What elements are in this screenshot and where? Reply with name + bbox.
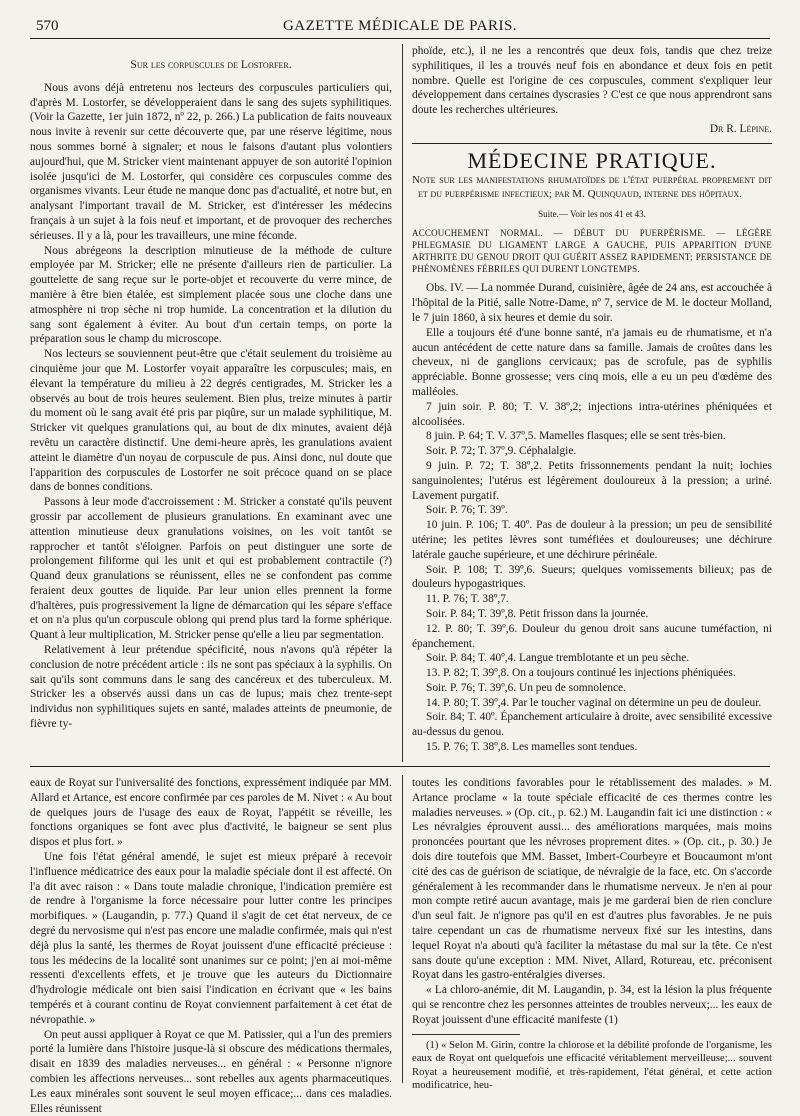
bottom-left-column — [30, 776, 392, 1115]
page-header — [30, 16, 770, 39]
feuilleton-paragraph: Une fois l'état général amendé, le sujet est mieux préparé à recevoir l'influence médicatrice des eaux pour la maladie spéciale dont il est affecté. On l'a dit avec raison : « Dans toute maladie chronique, l'indication première est de rendre à l'organisme la force nécessaire pour lutter contre les principes morbifiques. » (Laugandin, p. 77.) Quand il s'agit de cet état nerveux, de ce degré du nervosisme qui n'est pas encore une maladie confirmée, mais qui n'est déjà plus la santé, les thermes de Royat jouissent d'une efficacité précieuse : tous les médecins de la localité sont unanimes sur ce point; j'en ai moi-même ressenti d'excellents effets, et je trouve que les auteurs du Dictionnaire d'hydrologie médicale ont bien saisi l'indication en écrivant que « les bains tempérés et à courant continu de Royat conviennent parfaitement à cet état de névropathie. » — [30, 850, 392, 1026]
note-title: Note sur les manifestations rhumatoïdes de l'état puerpéral proprement dit et du puerpérisme infectieux; par M. Quinquaud, interne des hôpitaux. — [412, 173, 772, 200]
article-paragraph: Nous abrégeons la description minutieuse de la méthode de culture employée par M. Stricker; elle ne présente d'ailleurs rien de particulier. La gouttelette de sang reçue sur le porte-objet et recouverte du verre mince, de manière à être bien étalée, est simplement placée sous une cloche dans une atmosphère ni trop sèche ni trop humide. La concentration et la dilution du sang sont également à éviter. Au bout d'un certain temps, on porte la préparation sous le champ du microscope. — [30, 244, 392, 346]
case-entry: Soir. 84; T. 40º. Épanchement articulaire à droite, avec sensibilité excessive au-dessus du genou. — [412, 711, 772, 739]
left-column — [30, 58, 392, 760]
case-entry: 7 juin soir. P. 80; T. V. 38º,2; injections intra-utérines phéniquées et alcoolisées. — [412, 400, 772, 428]
case-paragraph: Obs. IV. — La nommée Durand, cuisinière, âgée de 24 ans, est accouchée à l'hôpital de la Pitié, salle Notre-Dame, nº 7, service de M. le docteur Molland, le 7 juin 1860, à six heures et demie du soir. — [412, 282, 772, 324]
column-divider — [402, 44, 403, 762]
case-entry: 15. P. 76; T. 38º,8. Les mamelles sont tendues. — [426, 741, 638, 754]
article-paragraph: Nous avons déjà entretenu nos lecteurs des corpuscules particuliers qui, d'après M. Lostorfer, se développeraient dans le sang des sujets syphilitiques. (Voir la Gazette, 1er juin 1872, nº 22, p. 266.) La publication de faits nouveaux nous invite à revenir sur cette découverte que, par une réserve légitime, nous nous sommes borné à signaler; et nous le faisons d'autant plus volontiers aujourd'hui, que M. Stricker vient maintenant appuyer de son autorité l'opinion isolée jusqu'ici de M. Lostorfer, qui considère ces corpuscules comme des organismes vivants. Leur étude ne manque donc pas d'actualité, et notre but, en analysant l'important travail de M. Stricker, est d'intéresser les médecins français à un sujet à la fois neuf et important, et de provoquer des recherches sérieuses. Il y a là, pour les travailleurs, une mine féconde. — [30, 81, 392, 242]
article-signature: Dr R. Lépine. — [709, 122, 772, 135]
article-continuation: phoïde, etc.), il ne les a rencontrés que deux fois, tandis que chez treize syphilitiques, il les a trouvés neuf fois en abondance et deux fois en petit nombre. Quelle est l'origine de ces corpuscules, comment s'expliquer leur développement dans certaines dyscrasies ? C'est ce que nous apprendront sans doute les recherches ultérieures. — [412, 45, 772, 117]
case-paragraph: Elle a toujours été d'une bonne santé, n'a jamais eu de rhumatisme, et n'a aucun antécédent de cette nature dans sa famille. Jamais de croûtes dans les cheveux, ni de ganglions cervicaux; pas de scrofule, pas de syphilis appréciable. Bonne grossesse; vers cinq mois, elle a eu un peu d'œdème des malléoles. — [412, 326, 772, 398]
right-column — [412, 44, 772, 760]
column-divider — [402, 775, 403, 1083]
case-entry: Soir. P. 108; T. 39º,6. Sueurs; quelques vomissements bilieux; pas de douleurs hypogastriques. — [412, 563, 772, 591]
case-entry: 10 juin. P. 106; T. 40º. Pas de douleur à la pression; un peu de sensibilité utérine; les petites lèvres sont tuméfiées et douloureuses; une déchirure latérale gauche supérieure, et une déchirure périnéale. — [412, 519, 772, 561]
case-entry: 14. P. 80; T. 39º,4. Par le toucher vaginal on détermine un peu de douleur. — [426, 696, 762, 709]
bottom-right-column — [412, 776, 772, 1092]
case-entry: 9 juin. P. 72; T. 38º,2. Petits frissonnements pendant la nuit; lochies sanguinolentes; l'utérus est légèrement douloureux à la pression; a uriné. Lavement purgatif. — [412, 459, 772, 502]
article-paragraph: Nos lecteurs se souviennent peut-être que c'était seulement du troisième au cinquième jour que M. Lostorfer voyait apparaître les corpuscules; mais, en élevant la température du milieu à 22 degrés centigrades, M. Stricker les a observés au bout de trois heures seulement. Bien plus, treize minutes à partir du moment où le sang avait été pris par piqûre, sur un malade syphilitique, M. Stricker vit quelques granulations qui, au bout de dix minutes, avaient déjà revêtu un caractère distinctif. Une demi-heure après, les granulations avaient atteint le diamètre d'un noyau de corpuscule de pus. Ainsi donc, nul doute que l'apparition des corpuscules de Lostorfer ne soit précoce quand on se place dans de bonnes conditions. — [30, 348, 392, 494]
article-paragraph: Passons à leur mode d'accroissement : M. Stricker a constaté qu'ils peuvent grossir par accollement de plusieurs granulations. En examinant avec une attention minutieuse deux granulations voisines, on les voit tantôt se rapprocher et tantôt s'éloigner. Parfois on peut distinguer une sorte de prolongement filiforme qui les unit et qui est probablement contractile (?) Quand deux granulations se réunissent, elles ne se confondent pas comme feraient deux gouttes de liquide. Par leur union elles prennent la forme d'haltères, puis progressivement la ligne de démarcation qui les sépare s'efface et on n'a plus qu'un corpuscule oblong qui prend plus tard la forme sphérique. Quant à leur multiplication, M. Stricker pense qu'elle a lieu par segmentation. — [30, 496, 392, 642]
footnote-rule — [412, 1034, 520, 1035]
case-entry: Soir. P. 76; T. 39º. — [426, 504, 508, 517]
case-entry: 11. P. 76; T. 38º,7. — [426, 593, 509, 606]
article-paragraph: Relativement à leur prétendue spécificité, nous n'avons qu'à répéter la conclusion de notre précédent article : ils ne sont pas spéciaux à la syphilis. On sait qu'ils sont communs dans le sang des cancéreux et des tuberculeux. M. Stricker les a observés aussi dans un cas de lupus; mais chez trente-sept individus non syphilitiques sujets en santé, malades atteints de pneumonie, de fièvre ty- — [30, 644, 392, 731]
section-title: MÉDECINE PRATIQUE. — [467, 147, 717, 173]
suite-note: Suite.— Voir les nos 41 et 43. — [538, 208, 646, 219]
section-rule — [412, 143, 772, 144]
feuilleton-paragraph: eaux de Royat sur l'universalité des fonctions, expressément indiquée par MM. Allard et Artance, est encore confirmée par ces paroles de M. Nivet : « Au bout de quelques jours de l'usage des eaux de Royat, l'appétit se réveille, les fonctions organiques se font avec plus d'activité, le baigneur se sent plus dispos et plus fort. » — [30, 777, 392, 849]
case-entry: 12. P. 80; T. 39º,6. Douleur du genou droit sans aucune tuméfaction, ni épanchement. — [412, 622, 772, 650]
article-title: Sur les corpuscules de Lostorfer. — [130, 58, 292, 71]
feuilleton-paragraph: « La chloro-anémie, dit M. Laugandin, p. 34, est la lésion la plus fréquente qui se rencontre chez les personnes atteintes de troubles nerveux;... les eaux de Royat jouissent d'une efficacité manifeste (1) — [412, 984, 772, 1026]
case-entry: Soir. P. 84; T. 40º,4. Langue tremblotante et un peu sèche. — [426, 652, 690, 665]
footnote: (1) « Selon M. Girin, contre la chlorose et la débilité profonde de l'organisme, les eaux de Royat ont quelquefois une efficacité véritablement merveilleuse;... souvent Royat a heureusement modifié, et très-rapidement, l'état général, et cette action modificatrice, heu- — [412, 1039, 772, 1092]
case-heading: ACCOUCHEMENT NORMAL. — DÉBUT DU PUERPÉRISME. — LÉGÈRE PHLEGMASIE DU LIGAMENT LARGE A GAUCHE, PUIS APPARITION D'UNE ARTHRITE DU GENOU DROIT QUI GUÉRIT ASSEZ RAPIDEMENT; PERSISTANCE DE PHÉNOMÈNES FÉBRILES QUI DURENT LONGTEMPS. — [412, 228, 772, 275]
case-entry: Soir. P. 76; T. 39º,6. Un peu de somnolence. — [426, 681, 626, 694]
case-entry: 8 juin. P. 64; T. V. 37º,5. Mamelles flasques; elle se sent très-bien. — [426, 430, 726, 443]
case-entry: Soir. P. 72; T. 37º,9. Céphalalgie. — [426, 445, 577, 458]
page-number: 570 — [36, 18, 59, 34]
feuilleton-paragraph: On peut aussi appliquer à Royat ce que M. Patissier, qui a l'un des premiers porté la lumière dans l'histoire jusque-là si obscure des médications thermales, disait en 1839 des maladies nerveuses... en général : « Personne n'ignore combien les affections nerveuses... sont rebelles aux agents pharmaceutiques. Les eaux minérales sont souvent le seul moyen efficace;... dans ces maladies. Elles réunissent — [30, 1028, 392, 1115]
case-entry: 13. P. 82; T. 39º,8. On a toujours continué les injections phéniquées. — [426, 667, 736, 680]
horizontal-rule — [30, 766, 770, 767]
feuilleton-paragraph: toutes les conditions favorables pour le rétablissement des malades. » M. Artance proclame « la toute spéciale efficacité de ces thermes contre les maladies nerveuses. » (Op. cit., p. 62.) M. Laugandin fait ici une distinction : « Les névralgies éprouvent aussi... des améliorations marquées, mais moins prononcées pourtant que les névroses proprement dites. » (Op. cit., p. 30.) Je dois dire toutefois que MM. Basset, Imbert-Courbeyre et Boucaumont m'ont cité des cas de guérison de sciatique, de névralgie de la face, etc. On s'accorde généralement à les recommander dans le rhumatisme nerveux. Je n'en ai pour mon compte retiré aucun avantage, mais je me garderai bien de rien conclure d'un seul fait. Je n'ignore pas qu'il en est d'autres plus favorables. Je ne puis taire cependant un cas de rhumatisme nerveux fixé sur les intestins, dans lequel Royat n'a abouti qu'à faciliter la métastase du mal sur la tête. Ce n'est sans doute qu'une exception : MM. Nivet, Allard, Rotureau, etc. préconisent Royat dans les gastro-entéralgies diverses. — [412, 777, 772, 982]
case-entry: Soir. P. 84; T. 39º,8. Petit frisson dans la journée. — [426, 607, 649, 620]
journal-title: GAZETTE MÉDICALE DE PARIS. — [282, 18, 518, 34]
